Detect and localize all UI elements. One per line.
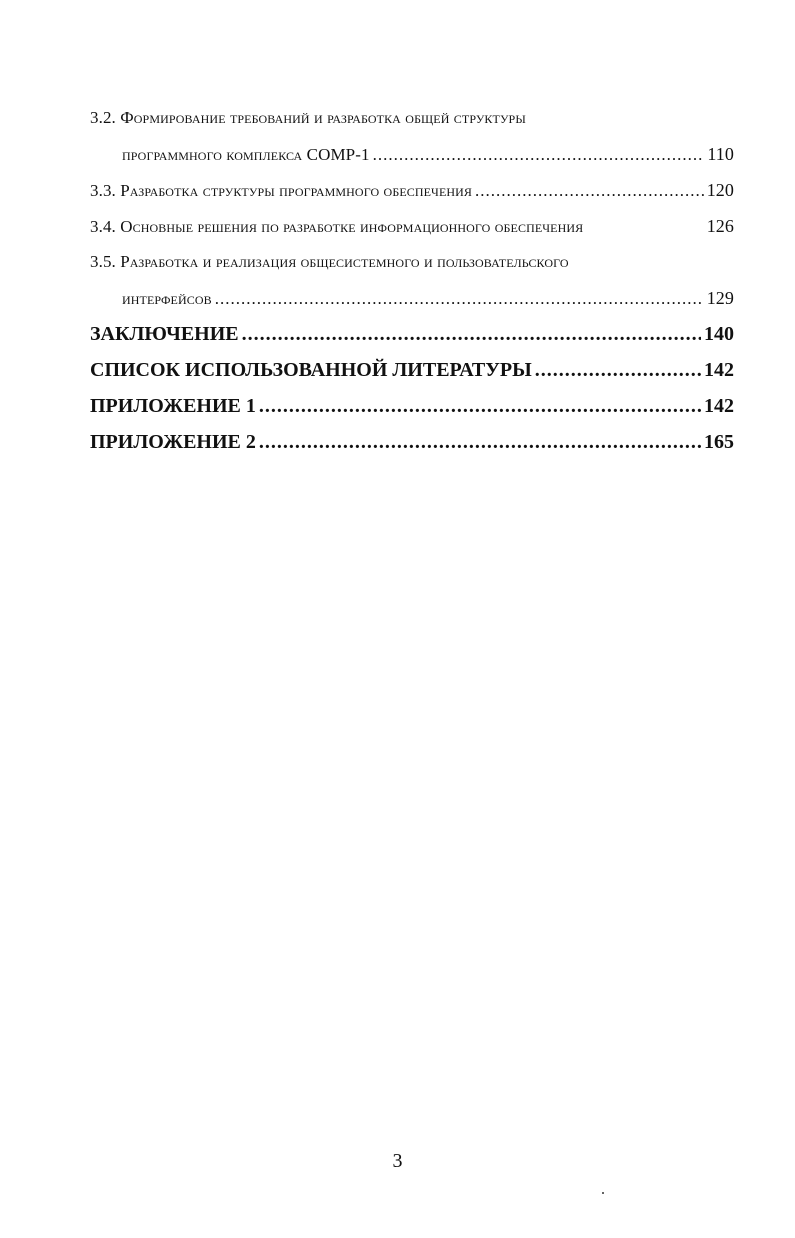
toc-page-number: 140 bbox=[704, 323, 734, 345]
toc-entry-title: интерфейсов bbox=[122, 289, 212, 308]
toc-entry-3-2-line1 bbox=[90, 100, 734, 136]
toc-page-number: 120 bbox=[706, 180, 734, 200]
dot-leader bbox=[535, 352, 701, 388]
dot-leader bbox=[373, 137, 705, 173]
toc-entry-references bbox=[90, 352, 734, 388]
toc-entry-conclusion bbox=[90, 316, 734, 352]
toc-entry-title: 3.5. Разработка и реализация общесистемного и пользовательского bbox=[90, 252, 569, 271]
toc-entry-3-3 bbox=[90, 172, 734, 208]
toc-entry-3-5 bbox=[90, 280, 734, 316]
toc-page-number: 142 bbox=[704, 395, 734, 417]
scan-speck bbox=[602, 1192, 604, 1194]
toc-entry-title: ЗАКЛЮЧЕНИЕ bbox=[90, 323, 239, 345]
toc-entry-title: программного комплекса COMP-1 bbox=[122, 145, 370, 164]
dot-leader bbox=[259, 388, 701, 424]
toc-entry-appendix-1 bbox=[90, 388, 734, 424]
dot-leader bbox=[242, 316, 701, 352]
toc-entry-title: СПИСОК ИСПОЛЬЗОВАННОЙ ЛИТЕРАТУРЫ bbox=[90, 359, 532, 381]
toc-entry-3-4 bbox=[90, 208, 734, 244]
table-of-contents bbox=[90, 100, 734, 460]
dot-leader bbox=[215, 281, 704, 317]
toc-page-number: 126 bbox=[706, 216, 734, 236]
toc-entry-title: ПРИЛОЖЕНИЕ 2 bbox=[90, 431, 256, 453]
toc-entry-title: ПРИЛОЖЕНИЕ 1 bbox=[90, 395, 256, 417]
toc-entry-title: 3.3. Разработка структуры программного обеспечения bbox=[90, 181, 473, 200]
dot-leader bbox=[475, 173, 704, 209]
toc-entry-3-2 bbox=[90, 136, 734, 172]
toc-page-number: 129 bbox=[706, 288, 734, 308]
toc-entry-title: 3.4. Основные решения по разработке информационного обеспечения bbox=[90, 217, 584, 236]
toc-page-number: 110 bbox=[707, 144, 734, 164]
dot-leader bbox=[259, 424, 701, 460]
toc-entry-title: 3.2. Формирование требований и разработка общей структуры bbox=[90, 108, 526, 127]
toc-entry-appendix-2 bbox=[90, 424, 734, 460]
toc-page-number: 142 bbox=[704, 359, 734, 381]
page-number: 3 bbox=[392, 1150, 403, 1172]
toc-page-number: 165 bbox=[704, 431, 734, 453]
toc-entry-3-5-line1 bbox=[90, 244, 734, 280]
